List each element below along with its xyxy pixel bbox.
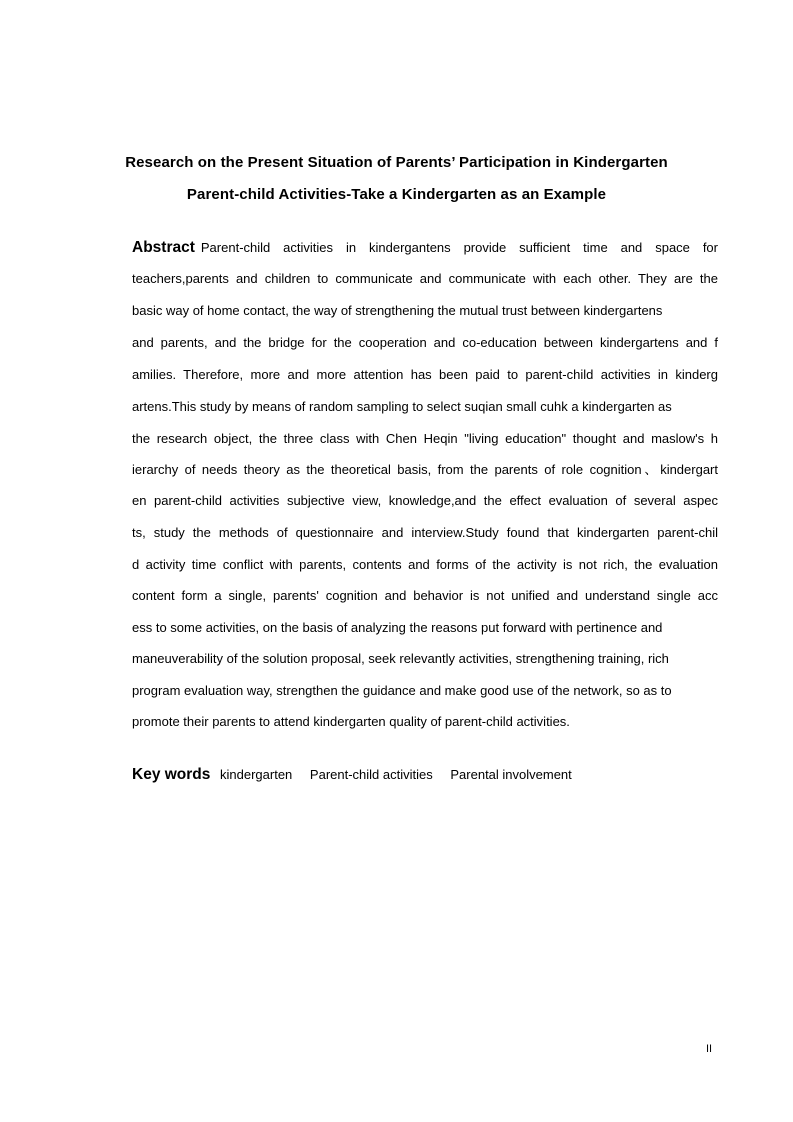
abstract-line: content form a single, parents' cognition and behavior is not unified and understand single acc [132,588,718,603]
title-line-2: Parent-child Activities-Take a Kindergarten as an Example [186,186,607,203]
abstract-line: amilies. Therefore, more and more attention has been paid to parent-child activities in kinderg [132,367,718,382]
abstract-line: d activity time conflict with parents, contents and forms of the activity is not rich, the evaluation [132,557,718,572]
abstract-line: ess to some activities, on the basis of analyzing the reasons put forward with pertinence and [132,620,663,635]
abstract-line: artens.This study by means of random sampling to select suqian small cuhk a kindergarten as [132,399,672,414]
keywords-heading: Key words [132,766,211,783]
abstract-line: program evaluation way, strengthen the guidance and make good use of the network, so as to [132,683,672,698]
keyword-item: kindergarten [220,767,293,782]
abstract-line: the research object, the three class with Chen Heqin "living education" thought and maslow's h [132,431,718,446]
abstract-line: Abstract Parent-child activities in kindergantens provide sufficient time and space for [132,239,718,256]
keywords-line [132,766,718,784]
abstract-line: ierarchy of needs theory as the theoretical basis, from the parents of role cognition、kindergart [132,462,718,477]
abstract-line: promote their parents to attend kindergarten quality of parent-child activities. [132,714,570,729]
abstract-line: and parents, and the bridge for the cooperation and co-education between kindergartens and f [132,335,718,350]
abstract-line: ts, study the methods of questionnaire and interview.Study found that kindergarten parent-chil [132,525,718,540]
page-number: II [706,1043,713,1055]
abstract-heading: Abstract [132,239,195,256]
abstract-line: en parent-child activities subjective view, knowledge,and the effect evaluation of several aspec [132,493,718,508]
keyword-item: Parental involvement [450,767,572,782]
title-line-1: Research on the Present Situation of Parents’ Participation in Kindergarten [125,154,668,171]
abstract-line: maneuverability of the solution proposal, seek relevantly activities, strengthening training, rich [132,651,669,666]
keyword-item: Parent-child activities [309,767,433,782]
abstract-line: teachers,parents and children to communicate and communicate with each other. They are the [132,271,718,286]
abstract-line: basic way of home contact, the way of strengthening the mutual trust between kindergartens [132,303,663,318]
